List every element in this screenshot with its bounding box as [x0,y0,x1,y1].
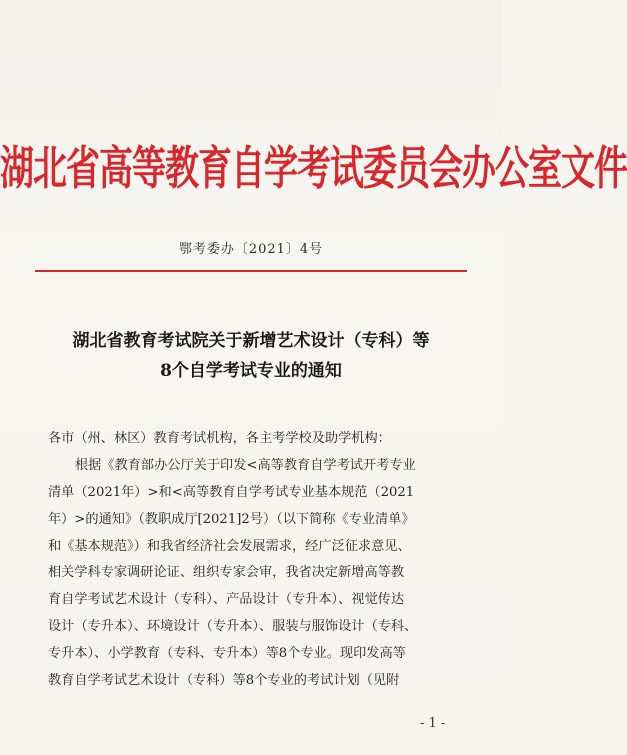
body-line: 根据《教育部办公厅关于印发<高等教育自学考试开考专业 [75,457,416,473]
notice-body [48,426,468,695]
body-line: 清单（2021年）>和<高等教育自学考试专业基本规范（2021 [48,484,415,500]
body-line: 设计（专升本）、环境设计（专升本）、服装与服饰设计（专科、 [48,619,418,635]
body-line: 相关学科专家调研论证、组织专家会审，我省决定新增高等教 [48,565,405,581]
red-divider-line [35,270,467,272]
salutation: 各市（州、林区）教育考试机构，各主考学校及助学机构： [48,431,391,446]
body-line: 年）>的通知》（教职成厅[2021]2号）（以下简称《专业清单》 [48,511,415,527]
body-line: 和《基本规范》）和我省经济社会发展需求，经广泛征求意见、 [48,538,411,554]
notice-title-line-2: 8个自学考试专业的通知 [160,361,342,381]
letterhead-title: 湖北省高等教育自学考试委员会办公室文件 [0,142,627,196]
page-number: - 1 - [420,716,446,731]
notice-title [0,326,502,386]
body-line: 育自学考试艺术设计（专科）、产品设计（专升本）、视觉传达 [48,592,405,608]
notice-title-line-1: 湖北省教育考试院关于新增艺术设计（专科）等 [72,331,430,351]
body-line: 教育自学考试艺术设计（专科）等8个专业的考试计划（见附 [48,673,400,689]
body-line: 专升本）、小学教育（专科、专升本）等8个专业。现印发高等 [48,646,406,662]
document-number: 鄂考委办〔2021〕4号 [178,242,324,257]
